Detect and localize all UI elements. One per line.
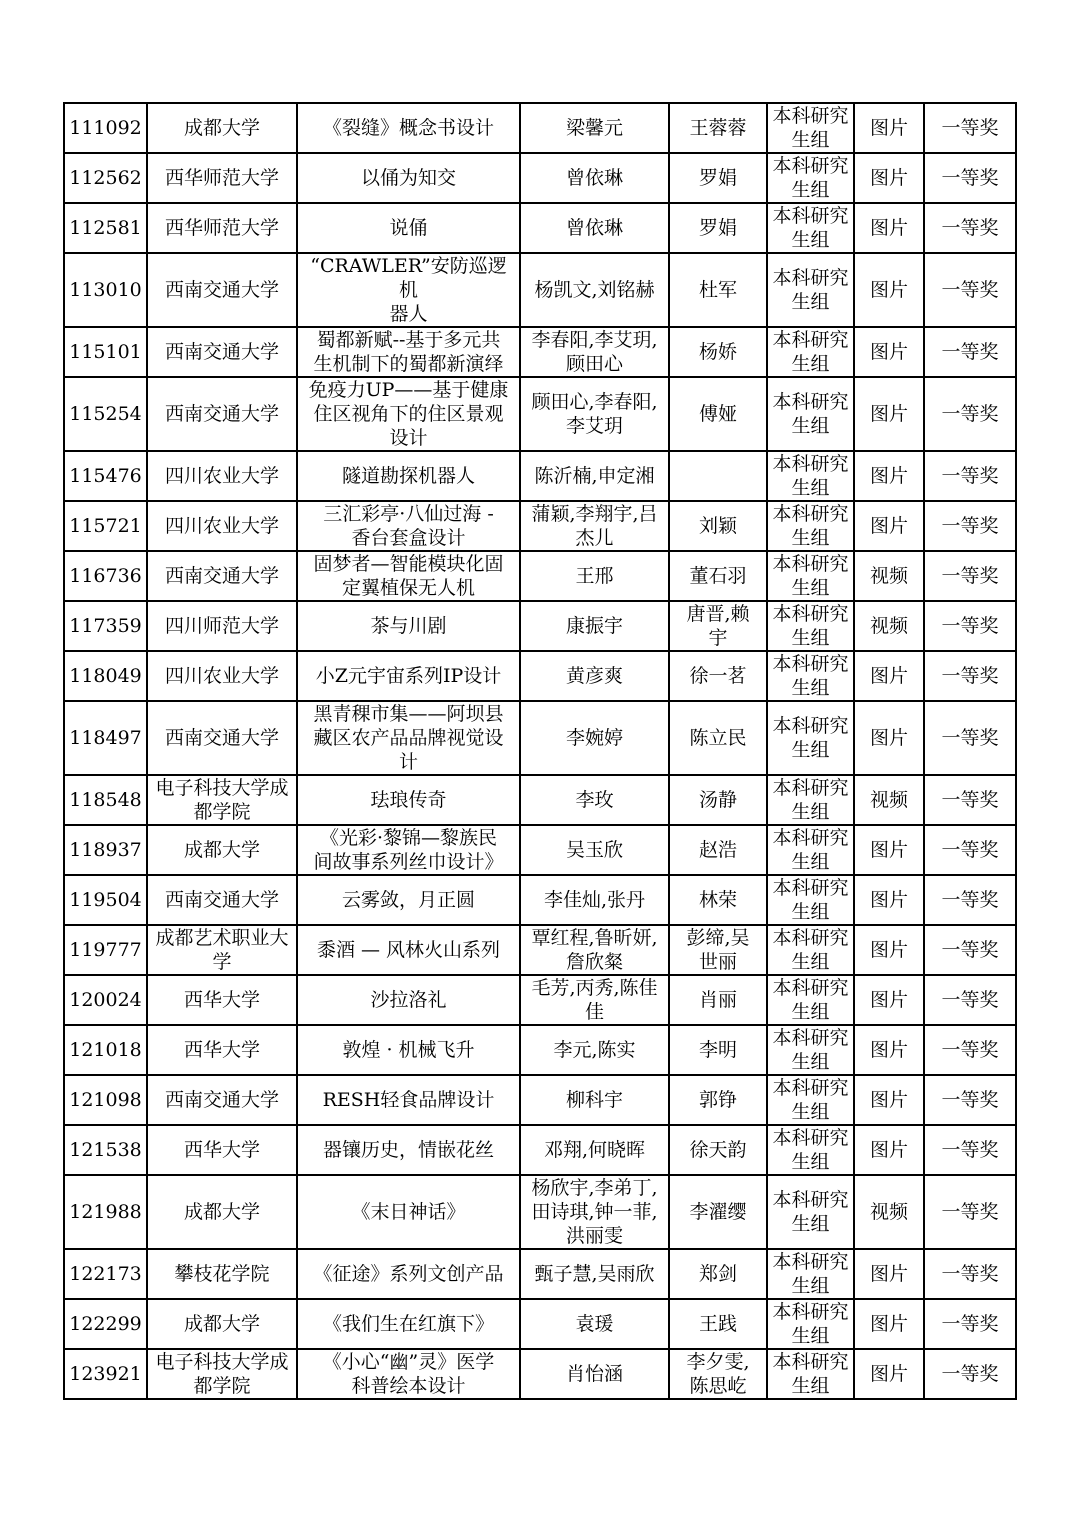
cell-authors: 李佳灿,张丹 xyxy=(520,875,669,925)
awards-table xyxy=(63,102,1017,1400)
cell-advisor: 李濯缨 xyxy=(669,1175,767,1249)
table-row xyxy=(64,1075,1016,1125)
cell-type: 图片 xyxy=(854,253,924,327)
cell-advisor: 唐晋,赖 宇 xyxy=(669,601,767,651)
cell-group: 本科研究 生组 xyxy=(767,925,854,975)
cell-group: 本科研究 生组 xyxy=(767,103,854,153)
cell-type: 图片 xyxy=(854,451,924,501)
cell-advisor: 董石羽 xyxy=(669,551,767,601)
cell-title: 蜀都新赋--基于多元共 生机制下的蜀都新演绎 xyxy=(297,327,520,377)
cell-award: 一等奖 xyxy=(924,875,1016,925)
table-row xyxy=(64,1175,1016,1249)
cell-authors: 李玫 xyxy=(520,775,669,825)
cell-authors: 顾田心,李春阳, 李艾玥 xyxy=(520,377,669,451)
cell-authors: 吴玉欣 xyxy=(520,825,669,875)
cell-advisor: 王践 xyxy=(669,1299,767,1349)
cell-award: 一等奖 xyxy=(924,1125,1016,1175)
cell-school: 西华大学 xyxy=(147,1125,297,1175)
table-row xyxy=(64,925,1016,975)
cell-award: 一等奖 xyxy=(924,701,1016,775)
cell-authors: 李春阳,李艾玥, 顾田心 xyxy=(520,327,669,377)
cell-authors: 康振宇 xyxy=(520,601,669,651)
cell-type: 图片 xyxy=(854,1125,924,1175)
cell-authors: 邓翔,何晓晖 xyxy=(520,1125,669,1175)
cell-advisor: 徐天韵 xyxy=(669,1125,767,1175)
cell-school: 西南交通大学 xyxy=(147,253,297,327)
cell-authors: 蒲颖,李翔宇,吕 杰儿 xyxy=(520,501,669,551)
cell-title: 《光彩·黎锦—黎族民 间故事系列丝巾设计》 xyxy=(297,825,520,875)
cell-advisor: 徐一茗 xyxy=(669,651,767,701)
cell-title: “CRAWLER”安防巡逻机 器人 xyxy=(297,253,520,327)
cell-school: 四川农业大学 xyxy=(147,501,297,551)
cell-school: 四川农业大学 xyxy=(147,451,297,501)
cell-school: 西南交通大学 xyxy=(147,875,297,925)
cell-authors: 柳科宇 xyxy=(520,1075,669,1125)
table-row xyxy=(64,153,1016,203)
cell-id: 115476 xyxy=(64,451,147,501)
table-row xyxy=(64,377,1016,451)
cell-title: 免疫力UP——基于健康 住区视角下的住区景观 设计 xyxy=(297,377,520,451)
cell-advisor: 傅娅 xyxy=(669,377,767,451)
cell-award: 一等奖 xyxy=(924,975,1016,1025)
table-row xyxy=(64,327,1016,377)
cell-title: 《末日神话》 xyxy=(297,1175,520,1249)
cell-type: 图片 xyxy=(854,377,924,451)
cell-school: 四川师范大学 xyxy=(147,601,297,651)
cell-title: 沙拉洛礼 xyxy=(297,975,520,1025)
cell-authors: 曾依琳 xyxy=(520,203,669,253)
cell-id: 123921 xyxy=(64,1349,147,1399)
cell-title: 敦煌 · 机械飞升 xyxy=(297,1025,520,1075)
cell-school: 四川农业大学 xyxy=(147,651,297,701)
cell-advisor: 杜军 xyxy=(669,253,767,327)
cell-school: 成都大学 xyxy=(147,103,297,153)
table-row xyxy=(64,253,1016,327)
cell-type: 图片 xyxy=(854,825,924,875)
cell-title: 器镶历史，情嵌花丝 xyxy=(297,1125,520,1175)
cell-advisor: 彭缔,吴 世丽 xyxy=(669,925,767,975)
cell-school: 电子科技大学成 都学院 xyxy=(147,1349,297,1399)
cell-title: 隧道勘探机器人 xyxy=(297,451,520,501)
table-row xyxy=(64,451,1016,501)
cell-type: 图片 xyxy=(854,701,924,775)
cell-type: 图片 xyxy=(854,875,924,925)
cell-id: 121988 xyxy=(64,1175,147,1249)
cell-award: 一等奖 xyxy=(924,1025,1016,1075)
table-row xyxy=(64,1025,1016,1075)
cell-authors: 杨凯文,刘铭赫 xyxy=(520,253,669,327)
cell-school: 电子科技大学成 都学院 xyxy=(147,775,297,825)
table-row xyxy=(64,975,1016,1025)
cell-id: 118049 xyxy=(64,651,147,701)
table-row xyxy=(64,551,1016,601)
cell-type: 图片 xyxy=(854,1349,924,1399)
cell-type: 图片 xyxy=(854,1299,924,1349)
cell-title: 以俑为知交 xyxy=(297,153,520,203)
cell-id: 120024 xyxy=(64,975,147,1025)
cell-type: 图片 xyxy=(854,103,924,153)
cell-award: 一等奖 xyxy=(924,1175,1016,1249)
cell-school: 西南交通大学 xyxy=(147,551,297,601)
cell-id: 119777 xyxy=(64,925,147,975)
cell-group: 本科研究 生组 xyxy=(767,701,854,775)
cell-group: 本科研究 生组 xyxy=(767,875,854,925)
cell-type: 视频 xyxy=(854,601,924,651)
cell-award: 一等奖 xyxy=(924,651,1016,701)
cell-group: 本科研究 生组 xyxy=(767,377,854,451)
cell-type: 视频 xyxy=(854,775,924,825)
cell-group: 本科研究 生组 xyxy=(767,601,854,651)
cell-id: 116736 xyxy=(64,551,147,601)
cell-id: 112562 xyxy=(64,153,147,203)
cell-group: 本科研究 生组 xyxy=(767,1075,854,1125)
cell-advisor: 郭铮 xyxy=(669,1075,767,1125)
cell-award: 一等奖 xyxy=(924,551,1016,601)
cell-authors: 毛芳,丙秀,陈佳 佳 xyxy=(520,975,669,1025)
cell-school: 攀枝花学院 xyxy=(147,1249,297,1299)
cell-authors: 李婉婷 xyxy=(520,701,669,775)
cell-group: 本科研究 生组 xyxy=(767,253,854,327)
cell-title: 说俑 xyxy=(297,203,520,253)
cell-authors: 黄彦爽 xyxy=(520,651,669,701)
cell-advisor: 罗娟 xyxy=(669,203,767,253)
cell-type: 图片 xyxy=(854,327,924,377)
cell-id: 115254 xyxy=(64,377,147,451)
table-row xyxy=(64,601,1016,651)
cell-type: 图片 xyxy=(854,1249,924,1299)
cell-id: 122173 xyxy=(64,1249,147,1299)
cell-group: 本科研究 生组 xyxy=(767,203,854,253)
cell-school: 西南交通大学 xyxy=(147,701,297,775)
table-row xyxy=(64,1125,1016,1175)
cell-id: 119504 xyxy=(64,875,147,925)
cell-advisor: 李夕雯, 陈思屹 xyxy=(669,1349,767,1399)
cell-award: 一等奖 xyxy=(924,775,1016,825)
cell-type: 图片 xyxy=(854,975,924,1025)
cell-title: 黍酒 — 风林火山系列 xyxy=(297,925,520,975)
cell-award: 一等奖 xyxy=(924,253,1016,327)
cell-advisor: 杨娇 xyxy=(669,327,767,377)
cell-type: 视频 xyxy=(854,1175,924,1249)
cell-group: 本科研究 生组 xyxy=(767,451,854,501)
cell-group: 本科研究 生组 xyxy=(767,501,854,551)
table-row xyxy=(64,651,1016,701)
cell-type: 图片 xyxy=(854,925,924,975)
cell-advisor: 汤静 xyxy=(669,775,767,825)
cell-school: 西华大学 xyxy=(147,975,297,1025)
cell-id: 121538 xyxy=(64,1125,147,1175)
cell-advisor: 赵浩 xyxy=(669,825,767,875)
cell-group: 本科研究 生组 xyxy=(767,1125,854,1175)
cell-advisor: 刘颖 xyxy=(669,501,767,551)
cell-authors: 肖怡涵 xyxy=(520,1349,669,1399)
cell-id: 118937 xyxy=(64,825,147,875)
cell-school: 西华师范大学 xyxy=(147,203,297,253)
table-row xyxy=(64,701,1016,775)
cell-type: 图片 xyxy=(854,1075,924,1125)
cell-id: 115721 xyxy=(64,501,147,551)
cell-authors: 甄子慧,吴雨欣 xyxy=(520,1249,669,1299)
cell-award: 一等奖 xyxy=(924,1299,1016,1349)
cell-school: 成都大学 xyxy=(147,825,297,875)
cell-award: 一等奖 xyxy=(924,601,1016,651)
cell-type: 图片 xyxy=(854,1025,924,1075)
cell-group: 本科研究 生组 xyxy=(767,1299,854,1349)
cell-title: 《我们生在红旗下》 xyxy=(297,1299,520,1349)
cell-school: 西南交通大学 xyxy=(147,327,297,377)
cell-title: 云雾敛，月正圆 xyxy=(297,875,520,925)
cell-title: 茶与川剧 xyxy=(297,601,520,651)
cell-advisor: 肖丽 xyxy=(669,975,767,1025)
cell-id: 121018 xyxy=(64,1025,147,1075)
cell-award: 一等奖 xyxy=(924,327,1016,377)
table-row xyxy=(64,1349,1016,1399)
cell-group: 本科研究 生组 xyxy=(767,1175,854,1249)
cell-id: 121098 xyxy=(64,1075,147,1125)
table-row xyxy=(64,501,1016,551)
table-row xyxy=(64,875,1016,925)
cell-advisor: 李明 xyxy=(669,1025,767,1075)
cell-type: 图片 xyxy=(854,153,924,203)
cell-award: 一等奖 xyxy=(924,203,1016,253)
cell-advisor xyxy=(669,451,767,501)
cell-school: 成都大学 xyxy=(147,1299,297,1349)
cell-authors: 梁馨元 xyxy=(520,103,669,153)
cell-group: 本科研究 生组 xyxy=(767,153,854,203)
cell-title: 小Z元宇宙系列IP设计 xyxy=(297,651,520,701)
cell-authors: 李元,陈实 xyxy=(520,1025,669,1075)
cell-award: 一等奖 xyxy=(924,153,1016,203)
cell-school: 西华师范大学 xyxy=(147,153,297,203)
cell-group: 本科研究 生组 xyxy=(767,651,854,701)
cell-advisor: 陈立民 xyxy=(669,701,767,775)
table-row xyxy=(64,775,1016,825)
cell-type: 图片 xyxy=(854,203,924,253)
cell-type: 图片 xyxy=(854,501,924,551)
cell-advisor: 王蓉蓉 xyxy=(669,103,767,153)
cell-title: 三汇彩亭·八仙过海 - 香台套盒设计 xyxy=(297,501,520,551)
cell-title: 黑青稞市集——阿坝县 藏区农产品品牌视觉设 计 xyxy=(297,701,520,775)
cell-award: 一等奖 xyxy=(924,1349,1016,1399)
cell-group: 本科研究 生组 xyxy=(767,1025,854,1075)
cell-school: 西南交通大学 xyxy=(147,377,297,451)
cell-group: 本科研究 生组 xyxy=(767,825,854,875)
cell-type: 视频 xyxy=(854,551,924,601)
cell-title: 《征途》系列文创产品 xyxy=(297,1249,520,1299)
cell-authors: 袁瑗 xyxy=(520,1299,669,1349)
cell-authors: 曾依琳 xyxy=(520,153,669,203)
cell-group: 本科研究 生组 xyxy=(767,327,854,377)
cell-award: 一等奖 xyxy=(924,825,1016,875)
cell-id: 118548 xyxy=(64,775,147,825)
cell-title: 《裂缝》概念书设计 xyxy=(297,103,520,153)
cell-authors: 覃红程,鲁昕妍, 詹欣粲 xyxy=(520,925,669,975)
cell-group: 本科研究 生组 xyxy=(767,975,854,1025)
cell-school: 成都大学 xyxy=(147,1175,297,1249)
cell-title: 珐琅传奇 xyxy=(297,775,520,825)
table-row xyxy=(64,1249,1016,1299)
cell-award: 一等奖 xyxy=(924,1075,1016,1125)
cell-authors: 陈沂楠,申定湘 xyxy=(520,451,669,501)
cell-id: 113010 xyxy=(64,253,147,327)
cell-award: 一等奖 xyxy=(924,925,1016,975)
table-row xyxy=(64,203,1016,253)
table-row xyxy=(64,825,1016,875)
cell-advisor: 郑剑 xyxy=(669,1249,767,1299)
cell-school: 西华大学 xyxy=(147,1025,297,1075)
cell-group: 本科研究 生组 xyxy=(767,775,854,825)
cell-school: 成都艺术职业大 学 xyxy=(147,925,297,975)
table-row xyxy=(64,103,1016,153)
cell-advisor: 罗娟 xyxy=(669,153,767,203)
cell-award: 一等奖 xyxy=(924,451,1016,501)
cell-award: 一等奖 xyxy=(924,501,1016,551)
cell-award: 一等奖 xyxy=(924,1249,1016,1299)
cell-title: 《小心“幽”灵》医学 科普绘本设计 xyxy=(297,1349,520,1399)
cell-school: 西南交通大学 xyxy=(147,1075,297,1125)
table-row xyxy=(64,1299,1016,1349)
cell-authors: 王邢 xyxy=(520,551,669,601)
cell-title: RESH轻食品牌设计 xyxy=(297,1075,520,1125)
cell-id: 118497 xyxy=(64,701,147,775)
cell-group: 本科研究 生组 xyxy=(767,1349,854,1399)
table-body xyxy=(64,103,1016,1399)
cell-id: 111092 xyxy=(64,103,147,153)
cell-type: 图片 xyxy=(854,651,924,701)
cell-group: 本科研究 生组 xyxy=(767,1249,854,1299)
cell-authors: 杨欣宇,李弟丁, 田诗琪,钟一菲, 洪丽雯 xyxy=(520,1175,669,1249)
cell-id: 115101 xyxy=(64,327,147,377)
cell-advisor: 林荣 xyxy=(669,875,767,925)
cell-group: 本科研究 生组 xyxy=(767,551,854,601)
cell-award: 一等奖 xyxy=(924,103,1016,153)
cell-id: 112581 xyxy=(64,203,147,253)
cell-id: 117359 xyxy=(64,601,147,651)
cell-title: 固梦者—智能模块化固 定翼植保无人机 xyxy=(297,551,520,601)
cell-id: 122299 xyxy=(64,1299,147,1349)
cell-award: 一等奖 xyxy=(924,377,1016,451)
